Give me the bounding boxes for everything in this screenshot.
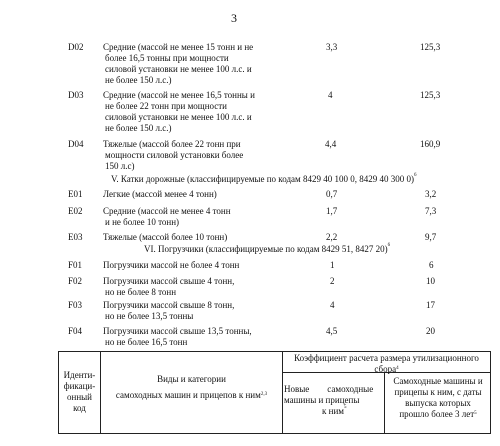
header-types-column <box>101 374 282 401</box>
header-line: Коэффициент расчета размера утилизационного <box>294 353 479 363</box>
header-line: код <box>73 403 86 413</box>
desc-line: не более 150 л.с.) <box>105 75 172 85</box>
row-code: E02 <box>68 206 83 216</box>
row-description <box>103 326 278 348</box>
desc-line: Погрузчики массой свыше 4 тонн, <box>103 276 235 286</box>
row-code: D04 <box>68 139 84 149</box>
row-description <box>103 90 278 134</box>
header-line: самоходных машин и прицепов к ним <box>115 390 261 400</box>
coef-old: 20 <box>426 326 435 336</box>
coef-old: 10 <box>426 276 435 286</box>
coef-old: 9,7 <box>425 232 437 242</box>
desc-line: не более 22 тонн при мощности <box>105 101 227 111</box>
row-description <box>103 189 278 200</box>
section-text: V. Катки дорожные (классифицируемые по кодам 8429 40 100 0, 8429 40 300 0) <box>111 174 414 184</box>
desc-line: Погрузчики массой свыше 8 тонн, <box>103 300 235 310</box>
divider <box>58 433 490 434</box>
header-line: Самоходные машины и <box>393 376 483 386</box>
header-line: прошло более 3 лет <box>399 409 475 419</box>
coef-old: 160,9 <box>420 139 441 149</box>
header-line-wrap <box>283 364 490 375</box>
desc-line: Средние (массой не менее 4 тонн <box>103 206 231 216</box>
row-description <box>103 232 278 243</box>
section-heading-rollers <box>111 174 416 184</box>
header-coef-title <box>283 353 490 375</box>
header-line: прицепы к ним, с даты <box>394 387 482 397</box>
footnote-mark: 5 <box>344 405 347 410</box>
header-line: Иденти- <box>63 370 96 380</box>
coef-new: 2,2 <box>326 232 338 242</box>
divider <box>58 351 490 352</box>
coef-new: 1,7 <box>326 206 338 216</box>
coef-new: 1 <box>330 260 335 270</box>
row-description <box>103 276 278 298</box>
header-line: машины и прицепы <box>284 395 360 405</box>
header-line: онный <box>67 392 92 402</box>
desc-line: мощности силовой установки более <box>105 150 244 160</box>
row-description <box>103 139 278 172</box>
header-line: выпуска которых <box>405 398 471 408</box>
coef-new: 4 <box>328 90 333 100</box>
coef-old: 6 <box>429 260 434 270</box>
divider <box>490 351 491 434</box>
desc-line: и не более 10 тонн) <box>105 217 180 227</box>
page-number: 3 <box>231 11 237 25</box>
row-description <box>103 300 278 322</box>
desc-line: Погрузчики массой не более 4 тонн <box>103 260 240 270</box>
footnote-mark: 6 <box>413 173 417 178</box>
row-code: D02 <box>68 42 84 52</box>
desc-line: Тяжелые (массой более 22 тонн при <box>103 139 241 149</box>
section-heading-loaders <box>144 244 390 254</box>
row-description <box>103 206 278 228</box>
row-description <box>103 260 278 271</box>
footnote-mark: 4 <box>396 366 399 371</box>
desc-line: но не более 8 тонн <box>105 287 177 297</box>
section-text: VI. Погрузчики (классифицируемые по кодам 8429 51, 8427 20) <box>144 244 388 254</box>
footnote-mark: 6 <box>387 243 391 248</box>
row-code: F03 <box>68 300 83 310</box>
footnote-mark: 2,3 <box>260 392 268 397</box>
desc-line: Легкие (массой менее 4 тонн) <box>103 189 217 199</box>
footnote-mark: 5 <box>474 411 477 416</box>
coef-old: 125,3 <box>420 42 441 52</box>
coef-old: 3,2 <box>425 189 437 199</box>
coef-old: 17 <box>426 300 435 310</box>
divider <box>384 372 385 434</box>
desc-line: Тяжелые (массой более 10 тонн) <box>103 232 228 242</box>
row-code: F02 <box>68 276 83 286</box>
header-line: Новые самоходные <box>284 384 374 394</box>
header-line-wrap <box>284 406 384 417</box>
desc-line: 150 л.с) <box>105 161 135 171</box>
row-code: F04 <box>68 326 83 336</box>
coef-new: 4,5 <box>326 326 338 336</box>
desc-line: Средние (массой не менее 15 тонн и не <box>103 42 254 52</box>
header-old-column <box>386 376 490 420</box>
coef-new: 4 <box>330 300 335 310</box>
coef-new: 0,7 <box>326 189 338 199</box>
desc-line: силовой установки не менее 100 л.с. и <box>105 64 252 74</box>
row-description <box>103 42 278 86</box>
row-code: D03 <box>68 90 84 100</box>
desc-line: силовой установки не менее 100 л.с. и <box>105 112 252 122</box>
coef-new: 3,3 <box>326 42 338 52</box>
coef-new: 4,4 <box>325 139 337 149</box>
desc-line: не более 150 л.с.) <box>105 123 172 133</box>
header-line-wrap <box>386 409 490 420</box>
desc-line: Погрузчики массой свыше 13,5 тонны, <box>103 326 252 336</box>
row-code: F01 <box>68 260 83 270</box>
header-new-column <box>284 384 384 417</box>
desc-line: но не более 16,5 тонн <box>105 337 188 347</box>
header-line: к ним <box>322 406 344 416</box>
coef-old: 7,3 <box>425 206 437 216</box>
coef-new: 2 <box>330 276 335 286</box>
desc-line: Средние (массой не менее 16,5 тонны и <box>103 90 255 100</box>
desc-line: более 16,5 тонны при мощности <box>105 53 229 63</box>
row-code: E01 <box>68 189 83 199</box>
row-code: E03 <box>68 232 83 242</box>
header-id-column <box>59 370 100 414</box>
header-line: фикаци- <box>63 381 96 391</box>
desc-line: но не более 13,5 тонны <box>105 311 194 321</box>
header-line-wrap <box>101 390 282 401</box>
header-line: сбора <box>374 364 397 374</box>
header-line: Виды и категории <box>157 374 226 384</box>
coef-old: 125,3 <box>420 90 441 100</box>
